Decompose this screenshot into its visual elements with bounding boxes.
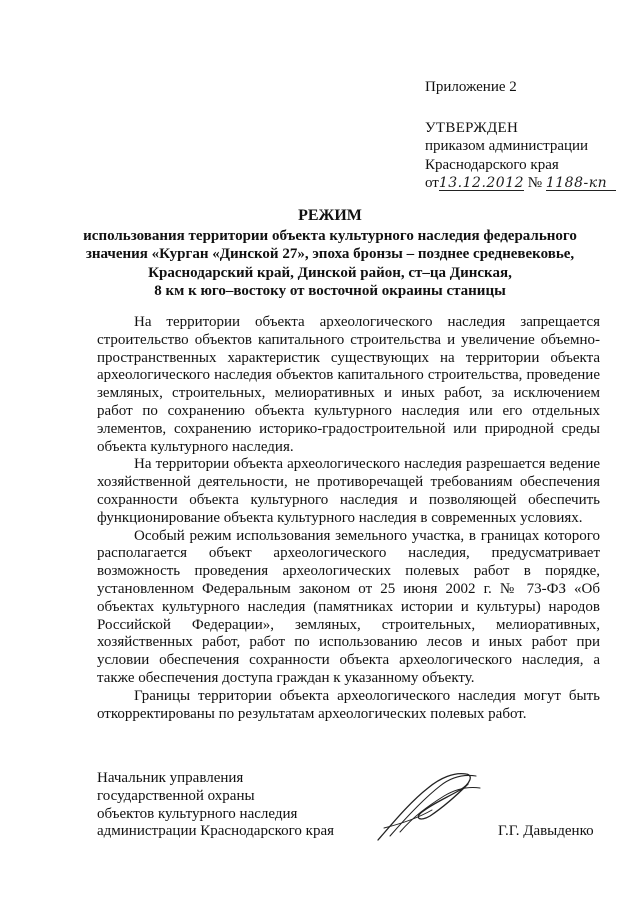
- handwritten-number: 1188-кп: [546, 176, 616, 191]
- handwritten-date: 13.12.2012: [438, 175, 525, 191]
- title-regime: РЕЖИМ: [298, 207, 362, 224]
- title-line: 8 км к юго–востоку от восточной окраины станицы: [154, 283, 506, 299]
- signer-position-line: объектов культурного наследия: [97, 805, 298, 822]
- title-line: Краснодарский край, Динской район, ст–ца Динская,: [148, 264, 512, 281]
- signer-position-line: Начальник управления: [97, 770, 244, 786]
- handwritten-signature: [370, 766, 485, 846]
- approval-block: [425, 78, 616, 193]
- body-paragraph: На территории объекта археологического наследия разрешается ведение хозяйственной деятельности, не противоречащей требованиям обеспечения сохранности объекта культурного наследия и позволяющей обеспечить функционирование объекта культурного наследия в современных условиях.: [97, 456, 600, 526]
- body-paragraph: Особый режим использования земельного участка, в границах которого располагается объект археологического наследия, предусматривает возможность проведения археологических полевых работ в порядке, установленном Федеральным законом от 25 июня 2002 г. № 73-ФЗ «Об объектах культурного наследия (памятниках истории и культуры) народов Российской Федерации», земляных, строительных, мелиоративных, хозяйственных работ, работ по использованию лесов и иных работ при условии обеспечения сохранности объекта археологического наследия, а также обеспечения доступа граждан к указанному объекту.: [97, 527, 600, 686]
- signer-position-line: государственной охраны: [97, 787, 255, 804]
- from-prefix: от: [425, 175, 439, 191]
- title-line: значения «Курган «Динской 27», эпоха бронзы – позднее средневековье,: [85, 246, 575, 262]
- order-line-1: приказом администрации: [425, 138, 589, 154]
- number-sign: №: [527, 175, 543, 191]
- document-body: [97, 314, 600, 723]
- appendix-label: Приложение 2: [425, 79, 517, 95]
- body-paragraph: Границы территории объекта археологического наследия могут быть откорректированы по результатам археологических полевых работ.: [97, 687, 600, 722]
- approved-heading: УТВЕРЖДЕН: [425, 119, 519, 136]
- signer-position-line: администрации Краснодарского края: [97, 823, 335, 840]
- order-date-number-line: [425, 174, 616, 193]
- order-line-2: Краснодарского края: [425, 156, 559, 173]
- document-title: [80, 207, 580, 301]
- signer-position: [97, 770, 334, 841]
- signer-name: Г.Г. Давыденко: [498, 823, 594, 839]
- body-paragraph: На территории объекта археологического наследия запрещается строительство объектов капитального строительства и увеличение объемно-пространственных характеристик существующих на территории объекта археологического наследия объектов капитального строительства, проведение земляных, строительных, мелиоративных и иных работ, за исключением работ по сохранению объекта культурного наследия или его отдельных элементов, сохранению историко-градостроительной или природной среды объекта культурного наследия.: [97, 314, 600, 455]
- title-line: использования территории объекта культурного наследия федерального: [83, 227, 577, 244]
